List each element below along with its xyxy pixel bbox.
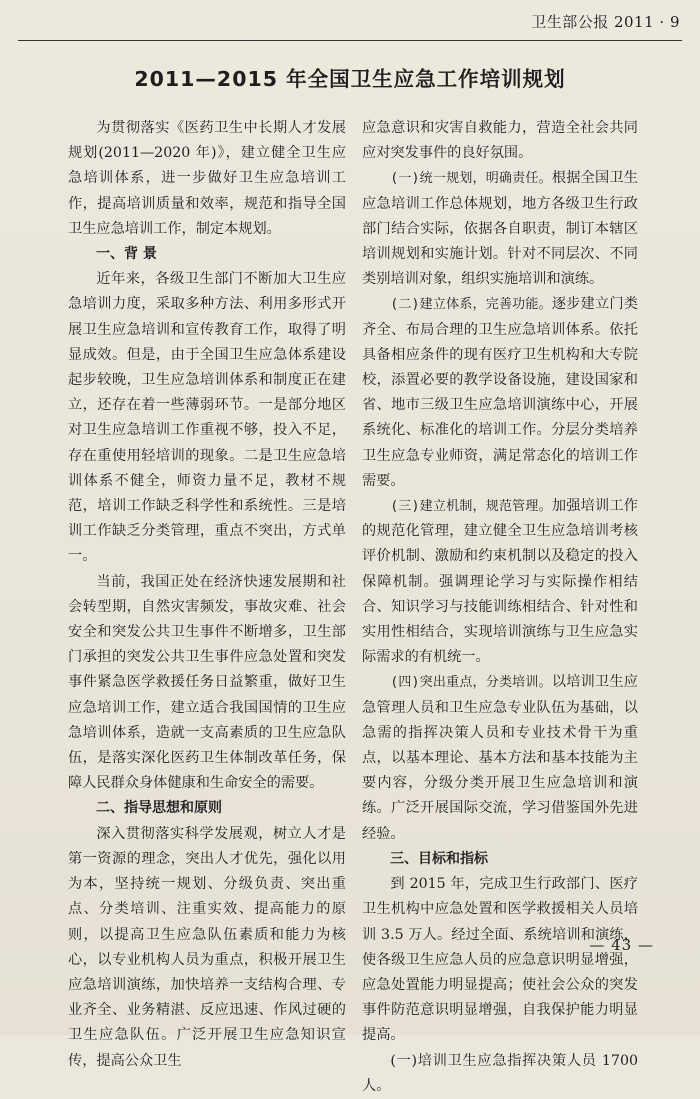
principle-3-label: (三)建立机制，规范管理。 [390, 499, 552, 515]
section3-heading: 三、目标和指标 [390, 850, 488, 867]
principle-1-label: (一)统一规划，明确责任。 [390, 171, 552, 187]
section3-paragraph-1: 到 2015 年，完成卫生行政部门、医疗卫生机构中应急处置和医学救援相关人员培训 3.5 万人。经过全面、系统培训和演练，使各级卫生应急人员的应急意识明显增强，应急处置能力明显提高；使社会公众的突发事件防范意识明显增强，自我保护能力明显提高。 [362, 876, 638, 1044]
principle-4-text: 以培训卫生应急管理人员和卫生应急专业队伍为基础，以急需的指挥决策人员和专业技术骨干为重点，以基本理论、基本方法和基本技能为主要内容，分级分类开展卫生应急培训和演练。广泛开展国际交流，学习借鉴国外先进经验。 [362, 674, 638, 842]
section3-paragraph-2: (一)培训卫生应急指挥决策人员 1700 人。 [362, 1052, 638, 1094]
principle-1-text: 根据全国卫生应急培训工作总体规划，地方各级卫生行政部门结合实际，依据各自职责，制订本辖区培训规划和实施计划。针对不同层次、不同类别培训对象，组织实施培训和演练。 [362, 170, 638, 288]
principle-2-text: 逐步建立门类齐全、布局合理的卫生应急培训体系。依托具备相应条件的现有医疗卫生机构和大专院校，添置必要的教学设备设施，建设国家和省、地市三级卫生应急培训演练中心，开展系统化、标准化的培训工作。分层分类培养卫生应急专业师资，满足常态化的培训工作需要。 [362, 296, 638, 489]
intro-paragraph: 为贯彻落实《医药卫生中长期人才发展规划(2011—2020 年)》，建立健全卫生应急培训体系，进一步做好卫生应急培训工作，提高培训质量和效率，规范和指导全国卫生应急培训工作，制定本规划。 [68, 120, 346, 237]
header-rule [18, 40, 682, 41]
principle-1 [362, 166, 638, 292]
left-column [68, 116, 346, 1074]
section1-paragraph-2: 当前，我国正处在经济快速发展期和社会转型期，自然灾害频发，事故灾难、社会安全和突发公共卫生事件不断增多，卫生部门承担的突发公共卫生事件应急处置和突发事件紧急医学救援任务日益繁重，做好卫生应急培训工作，建立适合我国国情的卫生应急培训体系，造就一支高素质的卫生应急队伍，是落实深化医药卫生体制改革任务，保障人民群众身体健康和生命安全的需要。 [68, 573, 346, 792]
running-header [20, 6, 680, 36]
section2-paragraph-1: 深入贯彻落实科学发展观，树立人才是第一资源的理念，突出人才优先，强化以用为本，坚持统一规划、分级负责、突出重点、分类培训、注重实效、提高能力的原则，以提高卫生应急队伍素质和能力为核心，以专业机构人员为重点，积极开展卫生应急培训演练，加快培养一支结构合理、专业齐全、业务精湛、反应迅速、作风过硬的卫生应急队伍。广泛开展卫生应急知识宣传，提高公众卫生 [68, 825, 346, 1069]
principle-3 [362, 494, 638, 670]
section1-paragraph-1: 近年来，各级卫生部门不断加大卫生应急培训力度，采取多种方法、利用多形式开展卫生应急培训和宣传教育工作，取得了明显成效。但是，由于全国卫生应急体系建设起步较晚，卫生应急培训体系和制度正在建立，还存在着一些薄弱环节。一是部分地区对卫生应急培训工作重视不够，投入不足，存在重使用轻培训的现象。二是卫生应急培训体系不健全，师资力量不足，教材不规范，培训工作缺乏科学性和系统性。三是培训工作缺乏分类管理，重点不突出，方式单一。 [68, 271, 346, 565]
section2-heading: 二、指导思想和原则 [96, 800, 222, 817]
principle-3-text: 加强培训工作的规范化管理，建立健全卫生应急培训考核评价机制、激励和约束机制以及稳定的投入保障机制。强调理论学习与实际操作相结合、知识学习与技能训练相结合、针对性和实用性相结合，实现培训演练与卫生应急实际需求的有机统一。 [362, 498, 638, 666]
principle-2-label: (二)建立体系，完善功能。 [390, 297, 552, 313]
principle-4 [362, 670, 638, 846]
journal-header: 卫生部公报 2011 · 9 [531, 12, 680, 31]
continued-paragraph: 应急意识和灾害自救能力，营造全社会共同应对突发事件的良好氛围。 [362, 120, 638, 162]
page-number: — 43 — [589, 936, 654, 954]
principle-4-label: (四)突出重点，分类培训。 [390, 675, 552, 691]
document-title: 2011—2015 年全国卫生应急工作培训规划 [134, 67, 566, 91]
section1-heading: 一、背 景 [96, 246, 157, 263]
principle-2 [362, 292, 638, 494]
